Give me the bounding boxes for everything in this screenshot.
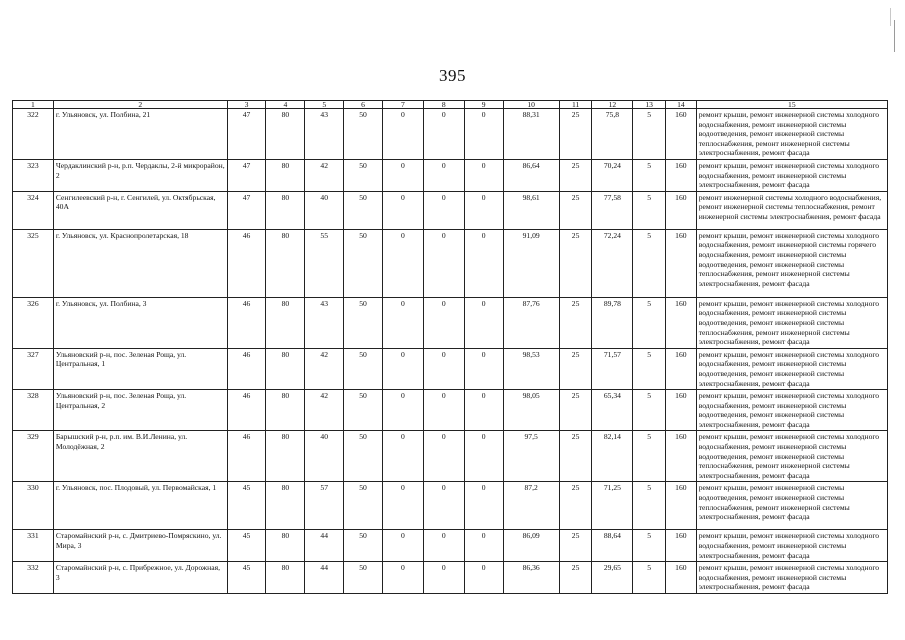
column-header: 6 — [344, 101, 383, 109]
value-cell: 42 — [305, 348, 344, 389]
column-header: 1 — [13, 101, 54, 109]
value-cell: 160 — [666, 482, 697, 530]
column-header: 14 — [666, 101, 697, 109]
value-cell: 71,25 — [592, 482, 633, 530]
value-cell: 50 — [344, 191, 383, 229]
column-header: 15 — [696, 101, 887, 109]
value-cell: 25 — [559, 159, 592, 191]
table-row — [13, 297, 888, 348]
value-cell: 97,5 — [503, 431, 559, 482]
value-cell: 0 — [382, 530, 423, 562]
value-cell: 0 — [382, 431, 423, 482]
value-cell: 160 — [666, 297, 697, 348]
value-cell: 57 — [305, 482, 344, 530]
table-row — [13, 159, 888, 191]
value-cell: 160 — [666, 530, 697, 562]
value-cell: 0 — [382, 482, 423, 530]
value-cell: 87,2 — [503, 482, 559, 530]
column-header: 11 — [559, 101, 592, 109]
value-cell: 0 — [423, 229, 464, 297]
column-header: 3 — [227, 101, 266, 109]
value-cell: 25 — [559, 530, 592, 562]
value-cell: 25 — [559, 348, 592, 389]
value-cell: 0 — [464, 229, 503, 297]
value-cell: 47 — [227, 109, 266, 160]
value-cell: 82,14 — [592, 431, 633, 482]
value-cell: 160 — [666, 390, 697, 431]
value-cell: 47 — [227, 191, 266, 229]
value-cell: 160 — [666, 431, 697, 482]
value-cell: 0 — [382, 109, 423, 160]
works-cell: ремонт крыши, ремонт инженерной системы холодного водоснабжения, ремонт инженерной системы электроснабжения, ремонт фасада — [696, 530, 887, 562]
value-cell: 0 — [464, 159, 503, 191]
row-number: 324 — [13, 191, 54, 229]
address-cell: Чердаклинский р-н, р.п. Чердаклы, 2-й микрорайон, 2 — [53, 159, 227, 191]
table-row — [13, 562, 888, 594]
works-cell: ремонт крыши, ремонт инженерной системы холодного водоснабжения, ремонт инженерной системы водоотведения, ремонт инженерной системы теплоснабжения, ремонт инженерной системы электроснабжения, ремонт фасада — [696, 297, 887, 348]
row-number: 322 — [13, 109, 54, 160]
table-row — [13, 109, 888, 160]
works-cell: ремонт крыши, ремонт инженерной системы водоотведения, ремонт инженерной системы теплоснабжения, ремонт инженерной системы электроснабжения, ремонт фасада — [696, 482, 887, 530]
table-row — [13, 482, 888, 530]
value-cell: 40 — [305, 191, 344, 229]
value-cell: 25 — [559, 390, 592, 431]
row-number: 323 — [13, 159, 54, 191]
value-cell: 44 — [305, 562, 344, 594]
address-cell: Старомайнский р-н, с. Прибрежное, ул. Дорожная, 3 — [53, 562, 227, 594]
value-cell: 0 — [382, 191, 423, 229]
value-cell: 43 — [305, 109, 344, 160]
value-cell: 88,64 — [592, 530, 633, 562]
address-cell: г. Ульяновск, пос. Плодовый, ул. Первомайская, 1 — [53, 482, 227, 530]
row-number: 328 — [13, 390, 54, 431]
repair-priority-table — [12, 100, 888, 594]
value-cell: 0 — [423, 191, 464, 229]
value-cell: 25 — [559, 431, 592, 482]
value-cell: 0 — [423, 297, 464, 348]
header-row — [13, 101, 888, 109]
value-cell: 50 — [344, 530, 383, 562]
value-cell: 45 — [227, 482, 266, 530]
value-cell: 29,65 — [592, 562, 633, 594]
value-cell: 160 — [666, 229, 697, 297]
works-cell: ремонт крыши, ремонт инженерной системы холодного водоснабжения, ремонт инженерной системы водоотведения, ремонт инженерной системы теплоснабжения, ремонт инженерной системы электроснабжения, ремонт фасада — [696, 431, 887, 482]
value-cell: 98,53 — [503, 348, 559, 389]
value-cell: 5 — [633, 482, 666, 530]
value-cell: 25 — [559, 229, 592, 297]
value-cell: 87,76 — [503, 297, 559, 348]
value-cell: 80 — [266, 431, 305, 482]
value-cell: 40 — [305, 431, 344, 482]
value-cell: 47 — [227, 159, 266, 191]
row-number: 329 — [13, 431, 54, 482]
value-cell: 43 — [305, 297, 344, 348]
value-cell: 50 — [344, 229, 383, 297]
value-cell: 86,64 — [503, 159, 559, 191]
works-cell: ремонт крыши, ремонт инженерной системы холодного водоснабжения, ремонт инженерной системы водоотведения, ремонт инженерной системы электроснабжения, ремонт фасада — [696, 390, 887, 431]
value-cell: 0 — [423, 562, 464, 594]
address-cell: г. Ульяновск, ул. Краснопролетарская, 18 — [53, 229, 227, 297]
value-cell: 45 — [227, 562, 266, 594]
row-number: 330 — [13, 482, 54, 530]
value-cell: 50 — [344, 109, 383, 160]
value-cell: 0 — [423, 530, 464, 562]
value-cell: 77,58 — [592, 191, 633, 229]
value-cell: 80 — [266, 348, 305, 389]
value-cell: 5 — [633, 431, 666, 482]
value-cell: 25 — [559, 482, 592, 530]
value-cell: 80 — [266, 109, 305, 160]
value-cell: 0 — [464, 530, 503, 562]
address-cell: Сенгилеевский р-н, г. Сенгилей, ул. Октябрьская, 40А — [53, 191, 227, 229]
row-number: 327 — [13, 348, 54, 389]
column-header: 5 — [305, 101, 344, 109]
value-cell: 0 — [464, 191, 503, 229]
value-cell: 0 — [464, 348, 503, 389]
works-cell: ремонт крыши, ремонт инженерной системы холодного водоснабжения, ремонт инженерной системы электроснабжения, ремонт фасада — [696, 562, 887, 594]
value-cell: 0 — [423, 348, 464, 389]
value-cell: 25 — [559, 297, 592, 348]
scan-edge-mark — [894, 20, 895, 52]
works-cell: ремонт крыши, ремонт инженерной системы холодного водоснабжения, ремонт инженерной системы водоотведения, ремонт инженерной системы электроснабжения, ремонт фасада — [696, 348, 887, 389]
value-cell: 46 — [227, 229, 266, 297]
value-cell: 75,8 — [592, 109, 633, 160]
value-cell: 46 — [227, 297, 266, 348]
value-cell: 46 — [227, 390, 266, 431]
value-cell: 98,05 — [503, 390, 559, 431]
value-cell: 50 — [344, 431, 383, 482]
works-cell: ремонт инженерной системы холодного водоснабжения, ремонт инженерной системы теплоснабжения, ремонт инженерной системы электроснабжения, ремонт фасада — [696, 191, 887, 229]
address-cell: Ульяновский р-н, пос. Зеленая Роща, ул. Центральная, 2 — [53, 390, 227, 431]
value-cell: 160 — [666, 159, 697, 191]
value-cell: 5 — [633, 109, 666, 160]
value-cell: 0 — [382, 159, 423, 191]
value-cell: 0 — [464, 109, 503, 160]
works-cell: ремонт крыши, ремонт инженерной системы холодного водоснабжения, ремонт инженерной системы водоотведения, ремонт инженерной системы теплоснабжения, ремонт инженерной системы электроснабжения, ремонт фасада — [696, 109, 887, 160]
value-cell: 89,78 — [592, 297, 633, 348]
value-cell: 46 — [227, 348, 266, 389]
table-row — [13, 431, 888, 482]
column-header: 8 — [423, 101, 464, 109]
column-header: 2 — [53, 101, 227, 109]
value-cell: 5 — [633, 229, 666, 297]
value-cell: 5 — [633, 562, 666, 594]
value-cell: 50 — [344, 159, 383, 191]
table-row — [13, 348, 888, 389]
value-cell: 25 — [559, 109, 592, 160]
value-cell: 80 — [266, 297, 305, 348]
value-cell: 0 — [464, 482, 503, 530]
value-cell: 91,09 — [503, 229, 559, 297]
scan-edge-mark — [890, 8, 891, 26]
value-cell: 0 — [382, 348, 423, 389]
value-cell: 80 — [266, 562, 305, 594]
column-header: 7 — [382, 101, 423, 109]
value-cell: 50 — [344, 482, 383, 530]
value-cell: 25 — [559, 191, 592, 229]
value-cell: 0 — [423, 109, 464, 160]
column-header: 4 — [266, 101, 305, 109]
value-cell: 160 — [666, 562, 697, 594]
value-cell: 46 — [227, 431, 266, 482]
value-cell: 80 — [266, 191, 305, 229]
value-cell: 0 — [464, 390, 503, 431]
row-number: 331 — [13, 530, 54, 562]
column-header: 13 — [633, 101, 666, 109]
value-cell: 50 — [344, 562, 383, 594]
column-header: 12 — [592, 101, 633, 109]
value-cell: 0 — [464, 431, 503, 482]
page-number: 395 — [439, 66, 466, 85]
value-cell: 55 — [305, 229, 344, 297]
value-cell: 50 — [344, 297, 383, 348]
value-cell: 0 — [423, 159, 464, 191]
value-cell: 42 — [305, 390, 344, 431]
table-row — [13, 530, 888, 562]
value-cell: 50 — [344, 348, 383, 389]
value-cell: 0 — [464, 562, 503, 594]
address-cell: г. Ульяновск, ул. Полбина, 3 — [53, 297, 227, 348]
value-cell: 160 — [666, 348, 697, 389]
value-cell: 25 — [559, 562, 592, 594]
value-cell: 5 — [633, 159, 666, 191]
address-cell: Старомайнский р-н, с. Дмитриево-Помряскино, ул. Мира, 3 — [53, 530, 227, 562]
value-cell: 5 — [633, 191, 666, 229]
value-cell: 160 — [666, 109, 697, 160]
works-cell: ремонт крыши, ремонт инженерной системы холодного водоснабжения, ремонт инженерной системы электроснабжения, ремонт фасада — [696, 159, 887, 191]
value-cell: 44 — [305, 530, 344, 562]
value-cell: 65,34 — [592, 390, 633, 431]
value-cell: 5 — [633, 530, 666, 562]
works-cell: ремонт крыши, ремонт инженерной системы холодного водоснабжения, ремонт инженерной системы горячего водоснабжения, ремонт инженерной системы водоотведения, ремонт инженерной системы теплоснабжения, ремонт инженерной системы электроснабжения, ремонт фасада — [696, 229, 887, 297]
address-cell: Ульяновский р-н, пос. Зеленая Роща, ул. Центральная, 1 — [53, 348, 227, 389]
table-body — [13, 109, 888, 594]
value-cell: 0 — [382, 297, 423, 348]
value-cell: 5 — [633, 348, 666, 389]
value-cell: 72,24 — [592, 229, 633, 297]
address-cell: г. Ульяновск, ул. Полбина, 21 — [53, 109, 227, 160]
value-cell: 71,57 — [592, 348, 633, 389]
address-cell: Барышский р-н, р.п. им. В.И.Ленина, ул. Молодёжная, 2 — [53, 431, 227, 482]
table-row — [13, 229, 888, 297]
value-cell: 160 — [666, 191, 697, 229]
value-cell: 0 — [423, 482, 464, 530]
value-cell: 0 — [423, 431, 464, 482]
value-cell: 86,09 — [503, 530, 559, 562]
value-cell: 70,24 — [592, 159, 633, 191]
value-cell: 86,36 — [503, 562, 559, 594]
table-row — [13, 390, 888, 431]
value-cell: 0 — [423, 390, 464, 431]
value-cell: 80 — [266, 530, 305, 562]
value-cell: 5 — [633, 297, 666, 348]
value-cell: 80 — [266, 390, 305, 431]
value-cell: 0 — [464, 297, 503, 348]
value-cell: 45 — [227, 530, 266, 562]
column-header: 9 — [464, 101, 503, 109]
value-cell: 98,61 — [503, 191, 559, 229]
value-cell: 50 — [344, 390, 383, 431]
value-cell: 88,31 — [503, 109, 559, 160]
row-number: 332 — [13, 562, 54, 594]
column-header: 10 — [503, 101, 559, 109]
value-cell: 5 — [633, 390, 666, 431]
value-cell: 0 — [382, 229, 423, 297]
value-cell: 80 — [266, 482, 305, 530]
row-number: 326 — [13, 297, 54, 348]
value-cell: 0 — [382, 562, 423, 594]
value-cell: 80 — [266, 159, 305, 191]
value-cell: 42 — [305, 159, 344, 191]
value-cell: 80 — [266, 229, 305, 297]
value-cell: 0 — [382, 390, 423, 431]
table-row — [13, 191, 888, 229]
row-number: 325 — [13, 229, 54, 297]
